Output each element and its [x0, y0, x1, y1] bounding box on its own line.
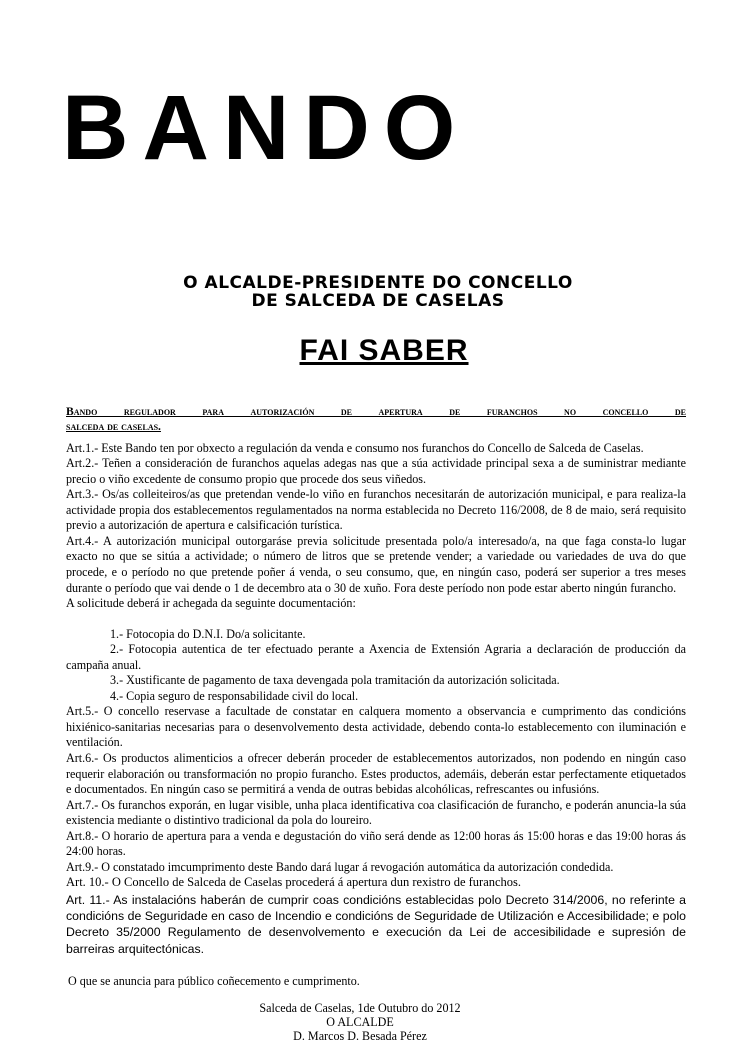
issuer-line-1: O ALCALDE-PRESIDENTE DO CONCELLO: [183, 273, 573, 293]
article-1: Art.1.- Este Bando ten por obxecto a regulación da venda e consumo nos furanchos do Concello de Salceda de Caselas.: [66, 440, 644, 455]
article-8: Art.8.- O horario de apertura para a venda e degustación do viño será dende as 12:00 horas ás 15:00 horas e das 19:00 horas ás 24:00 horas.: [66, 828, 686, 859]
signatory-name: D. Marcos D. Besada Pérez: [293, 1028, 427, 1043]
article-9: Art.9.- O constatado imcumprimento deste Bando dará lugar á revogación automática da autorización condedida.: [66, 859, 614, 874]
documentation-item-1: 1.- Fotocopia do D.N.I. Do/a solicitante.: [110, 626, 306, 641]
article-5: Art.5.- O concello reservase a facultade de constatar en calquera momento a observancia e cumprimento das condicións hixiénico-sanitarias necesarias para o desenvolvemento desta actividade, debendo conta-lo establecemento con iluminación e ventilación.: [66, 704, 686, 750]
issuer-line-2: DE SALCEDA DE CASELAS: [251, 291, 505, 311]
closing-statement: O que se anuncia para público coñecemento e cumprimento.: [68, 974, 360, 988]
signature-block: [230, 1002, 490, 1044]
place-date: Salceda de Caselas, 1de Outubro do 2012: [259, 1001, 461, 1015]
article-7: Art.7.- Os furanchos exporán, en lugar visible, unha placa identificativa coa clasificación de furancho, e poderán anuncia-la súa existencia mediante o distintivo tradicional da pola do loureiro.: [66, 797, 686, 828]
signatory-role: O ALCALDE: [326, 1014, 394, 1029]
documentation-intro: A solicitude deberá ir achegada da seguinte documentación:: [66, 596, 356, 611]
document-title: BANDO: [62, 77, 470, 179]
documentation-list: [66, 627, 686, 705]
regulation-title-line-2: salceda de caselas.: [66, 419, 161, 433]
article-10: Art. 10.- O Concello de Salceda de Caselas procederá á apertura dun rexistro de furanchos.: [66, 875, 522, 890]
regulation-title-line-1: Bando regulador para autorización de apertura de furanchos no concello de: [66, 405, 686, 418]
article-3: Art.3.- Os/as colleiteiros/as que pretendan vende-lo viño en furanchos necesitarán de autorización municipal, e para realiza-la actividade propia dos establecementos regulamentados na norma establecida no Decreto 116/2008, de 8 de maio, será requisito previo a autorización de apertura e calsificación turística.: [66, 487, 686, 533]
announcement-heading: FAI SABER: [299, 334, 469, 367]
article-4: Art.4.- A autorización municipal outorgaráse previa solicitude presentada polo/a interesado/a, na que faga consta-lo lugar exacto no que se sitúa a actividade; o número de litros que se pretende vender; a variedade ou variedades de uva do que procede, e o período no que pretende poñer á venda, o seu consumo, que, en ningún caso, poderá ser superior a tres meses durante o período que vai dende o 1 de decembro ata o 30 de xuño. Fora deste período non pode estar aberto ningún furancho.: [66, 533, 686, 595]
documentation-item-3: 3.- Xustificante de pagamento de taxa devengada pola tramitación da autorización solicitada.: [110, 673, 560, 688]
spacer: [66, 612, 686, 627]
document-body: [66, 405, 686, 957]
article-2: Art.2.- Teñen a consideración de furanchos aquelas adegas nas que a súa actividade principal sexa a de suministrar mediante precio o viño excedente de consumo propio que procede dos seus viñedos.: [66, 456, 686, 486]
documentation-item-2: 2.- Fotocopia autentica de ter efectuado perante a Axencia de Extensión Agraria a declaración de producción da campaña anual.: [66, 642, 686, 672]
article-6: Art.6.- Os productos alimenticios a ofrecer deberán proceder de establecementos autorizados, non podendo en ningún caso requerir elaboración ou transformación no propio furancho. Estes productos, ademáis, deberán estar perfectamente etiquetados e documentados. En ningún caso se permitirá a venda de outras bebidas alcohólicas, refrescantes ou infusións.: [66, 750, 686, 797]
article-11: Art. 11.- As instalacións haberán de cumprir coas condicións establecidas polo Decreto 314/2006, no referinte a condicións de Seguridade en caso de Incendio e condicións de Seguridade de Utilización e Accesibilidade; e polo Decreto 35/2000 Regulamento de desenvolvemento e execución da Lei de accesibilidade e supresión de barreiras arquitectónicas.: [66, 892, 686, 956]
documentation-item-4: 4.- Copia seguro de responsabilidade civil do local.: [110, 688, 359, 703]
